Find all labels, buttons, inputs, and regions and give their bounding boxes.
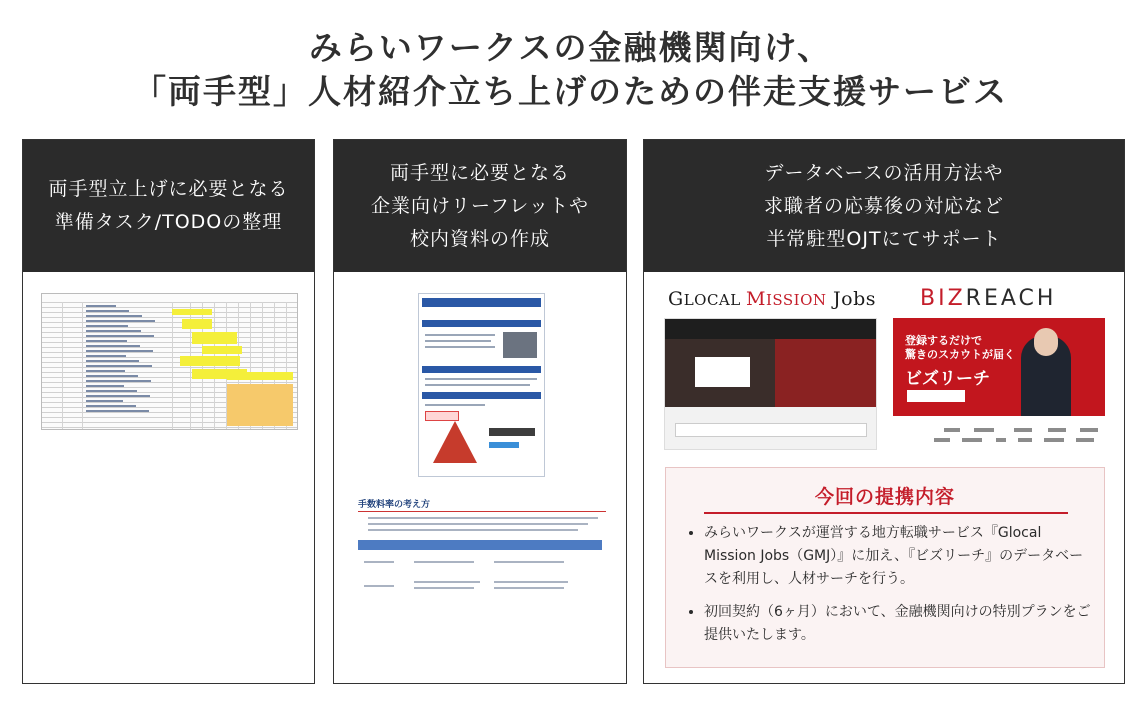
partnership-bullet: • 初回契約（6ヶ月）において、金融機関向けの特別プランをご提供いたします。 xyxy=(704,601,1096,647)
panel-header-line: 半常駐型OJTにてサポート xyxy=(766,227,1002,250)
partnership-bullet: • みらいワークスが運営する地方転職サービス『Glocal Mission Jobs（GMJ）』に加え、『ビズリーチ』のデータベースを利用し、人材サーチを行う。 xyxy=(704,522,1096,591)
panel-database-support xyxy=(643,139,1125,684)
panel-leaflet-creation xyxy=(333,139,627,684)
partnership-details-box xyxy=(665,467,1105,668)
panel-header-line: 準備タスク/TODOの整理 xyxy=(54,211,283,233)
partnership-bullets xyxy=(686,522,1096,657)
panel-header-line: 両手型立上げに必要となる xyxy=(48,178,289,200)
panel-header xyxy=(23,140,314,272)
fee-table-title: 手数料率の考え方 xyxy=(358,500,431,510)
leaflet-image xyxy=(418,293,545,477)
todo-spreadsheet-image xyxy=(41,293,298,430)
panel-header-line: 求職者の応募後の対応など xyxy=(763,194,1004,217)
panel-header-line: データベースの活用方法や xyxy=(764,161,1004,184)
page-title-line-2: 「両手型」人材紹介立ち上げのための伴走支援サービス xyxy=(133,72,1008,111)
panel-header-line: 企業向けリーフレットや xyxy=(370,194,590,217)
panel-task-organization xyxy=(22,139,315,684)
bizreach-headline: 登録するだけで 驚きのスカウトが届く xyxy=(905,334,1015,361)
panel-header xyxy=(644,140,1124,272)
panel-header xyxy=(334,140,626,272)
partnership-heading: 今回の提携内容 xyxy=(814,486,955,508)
bizreach-logo: BIZREACH xyxy=(920,286,1057,311)
fee-table-image xyxy=(354,495,606,605)
panel-header-line: 校内資料の作成 xyxy=(409,227,550,250)
panel-header-line: 両手型に必要となる xyxy=(389,161,570,184)
glocal-website-screenshot xyxy=(664,318,877,450)
glocal-mission-jobs-logo: GLOCAL MISSION Jobs xyxy=(668,288,877,310)
bizreach-brand-text: ビズリーチ xyxy=(905,369,990,389)
bizreach-website-screenshot xyxy=(893,318,1105,416)
page-title-line-1: みらいワークスの金融機関向け、 xyxy=(308,28,833,67)
